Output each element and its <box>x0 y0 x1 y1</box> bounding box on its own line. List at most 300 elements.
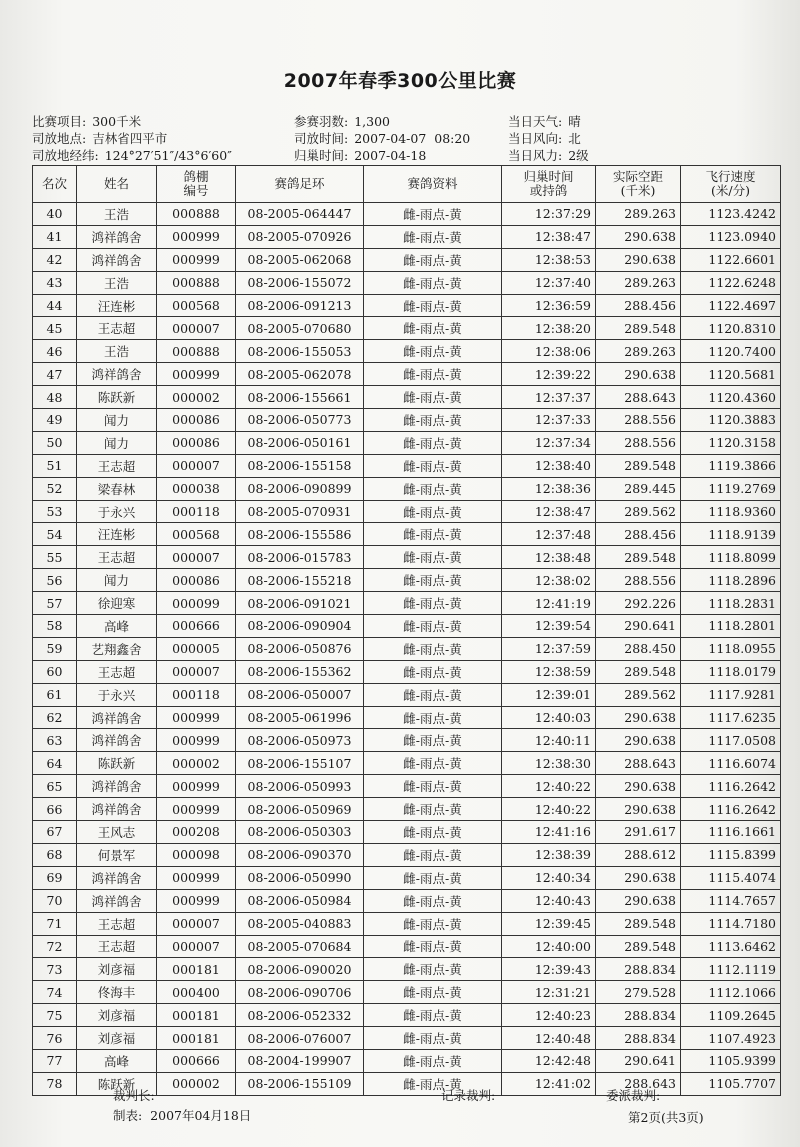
cell-ring: 08-2005-061996 <box>236 706 364 729</box>
table-row <box>33 798 781 821</box>
cell-rank: 56 <box>33 569 77 592</box>
cell-time: 12:38:53 <box>502 248 596 271</box>
cell-name: 汪连彬 <box>77 294 157 317</box>
cell-distance: 288.612 <box>596 843 681 866</box>
table-row <box>33 912 781 935</box>
cell-speed: 1117.9281 <box>681 683 781 706</box>
cell-name: 王志超 <box>77 912 157 935</box>
cell-name: 陈跃新 <box>77 386 157 409</box>
cell-info: 雌-雨点-黄 <box>364 271 502 294</box>
cell-time: 12:42:48 <box>502 1049 596 1072</box>
table-row <box>33 317 781 340</box>
cell-info: 雌-雨点-黄 <box>364 775 502 798</box>
cell-loft-no: 000002 <box>157 386 236 409</box>
cell-info: 雌-雨点-黄 <box>364 637 502 660</box>
cell-rank: 72 <box>33 935 77 958</box>
meta-label: 当日风力: <box>508 148 563 163</box>
cell-loft-no: 000181 <box>157 1027 236 1050</box>
cell-distance: 292.226 <box>596 592 681 615</box>
cell-time: 12:38:47 <box>502 225 596 248</box>
table-row <box>33 225 781 248</box>
cell-loft-no: 000086 <box>157 569 236 592</box>
cell-speed: 1116.6074 <box>681 752 781 775</box>
table-row <box>33 935 781 958</box>
cell-distance: 288.450 <box>596 637 681 660</box>
cell-ring: 08-2006-090706 <box>236 981 364 1004</box>
cell-speed: 1116.1661 <box>681 821 781 844</box>
cell-loft-no: 000666 <box>157 1049 236 1072</box>
footer-judge-head: 裁判长: <box>113 1088 155 1103</box>
cell-rank: 63 <box>33 729 77 752</box>
cell-info: 雌-雨点-黄 <box>364 660 502 683</box>
cell-distance: 290.638 <box>596 729 681 752</box>
cell-loft-no: 000181 <box>157 1004 236 1027</box>
table-row <box>33 569 781 592</box>
cell-distance: 290.638 <box>596 775 681 798</box>
cell-speed: 1118.2896 <box>681 569 781 592</box>
cell-time: 12:37:37 <box>502 386 596 409</box>
cell-loft-no: 000568 <box>157 294 236 317</box>
meta-wind-force <box>508 146 589 164</box>
cell-ring: 08-2006-155072 <box>236 271 364 294</box>
cell-time: 12:40:11 <box>502 729 596 752</box>
meta-label: 归巢时间: <box>294 148 349 163</box>
cell-distance: 288.556 <box>596 569 681 592</box>
footer-made-date: 制表: 2007年04月18日 <box>113 1108 252 1123</box>
cell-rank: 77 <box>33 1049 77 1072</box>
cell-rank: 55 <box>33 546 77 569</box>
cell-distance: 289.548 <box>596 454 681 477</box>
cell-info: 雌-雨点-黄 <box>364 569 502 592</box>
meta-release <box>294 129 470 147</box>
cell-distance: 279.528 <box>596 981 681 1004</box>
cell-ring: 08-2005-070931 <box>236 500 364 523</box>
table-row <box>33 775 781 798</box>
cell-speed: 1120.8310 <box>681 317 781 340</box>
cell-distance: 290.638 <box>596 706 681 729</box>
cell-time: 12:37:40 <box>502 271 596 294</box>
cell-loft-no: 000099 <box>157 592 236 615</box>
cell-rank: 74 <box>33 981 77 1004</box>
table-row <box>33 958 781 981</box>
cell-speed: 1119.2769 <box>681 477 781 500</box>
cell-loft-no: 000999 <box>157 866 236 889</box>
cell-name: 王志超 <box>77 935 157 958</box>
header-rank: 名次 <box>33 166 77 203</box>
table-row <box>33 981 781 1004</box>
cell-distance: 289.445 <box>596 477 681 500</box>
cell-time: 12:39:43 <box>502 958 596 981</box>
cell-loft-no: 000098 <box>157 843 236 866</box>
cell-ring: 08-2005-062078 <box>236 363 364 386</box>
cell-info: 雌-雨点-黄 <box>364 683 502 706</box>
cell-info: 雌-雨点-黄 <box>364 752 502 775</box>
table-row <box>33 752 781 775</box>
cell-distance: 290.638 <box>596 363 681 386</box>
cell-info: 雌-雨点-黄 <box>364 592 502 615</box>
cell-ring: 08-2006-050973 <box>236 729 364 752</box>
header-info: 赛鸽资料 <box>364 166 502 203</box>
cell-distance: 290.638 <box>596 866 681 889</box>
cell-speed: 1120.7400 <box>681 340 781 363</box>
footer-recorder: 记录裁判: <box>441 1088 496 1103</box>
meta-value: 1,300 <box>354 114 391 129</box>
cell-time: 12:39:01 <box>502 683 596 706</box>
cell-name: 鸿祥鸽舍 <box>77 729 157 752</box>
cell-time: 12:31:21 <box>502 981 596 1004</box>
cell-ring: 08-2006-155158 <box>236 454 364 477</box>
meta-project <box>32 112 141 130</box>
cell-speed: 1118.0955 <box>681 637 781 660</box>
table-row <box>33 706 781 729</box>
cell-ring: 08-2006-076007 <box>236 1027 364 1050</box>
cell-ring: 08-2004-199907 <box>236 1049 364 1072</box>
table-row <box>33 592 781 615</box>
cell-info: 雌-雨点-黄 <box>364 615 502 638</box>
cell-name: 梁春林 <box>77 477 157 500</box>
cell-rank: 70 <box>33 889 77 912</box>
cell-time: 12:38:30 <box>502 752 596 775</box>
cell-info: 雌-雨点-黄 <box>364 203 502 226</box>
cell-ring: 08-2006-090904 <box>236 615 364 638</box>
table-row <box>33 500 781 523</box>
cell-ring: 08-2006-050303 <box>236 821 364 844</box>
cell-info: 雌-雨点-黄 <box>364 843 502 866</box>
cell-ring: 08-2006-155109 <box>236 1072 364 1095</box>
cell-info: 雌-雨点-黄 <box>364 248 502 271</box>
cell-speed: 1105.9399 <box>681 1049 781 1072</box>
cell-loft-no: 000999 <box>157 729 236 752</box>
cell-distance: 288.556 <box>596 431 681 454</box>
cell-distance: 289.548 <box>596 935 681 958</box>
meta-value: 2007-04-07 08:20 <box>354 131 471 146</box>
header-speed: 飞行速度 (米/分) <box>681 166 781 203</box>
cell-info: 雌-雨点-黄 <box>364 866 502 889</box>
cell-distance: 290.641 <box>596 1049 681 1072</box>
cell-ring: 08-2005-070926 <box>236 225 364 248</box>
cell-distance: 289.548 <box>596 912 681 935</box>
cell-rank: 58 <box>33 615 77 638</box>
meta-value: 300千米 <box>92 114 142 129</box>
cell-loft-no: 000002 <box>157 752 236 775</box>
cell-speed: 1120.3158 <box>681 431 781 454</box>
cell-time: 12:38:59 <box>502 660 596 683</box>
cell-ring: 08-2006-090370 <box>236 843 364 866</box>
cell-speed: 1118.9139 <box>681 523 781 546</box>
cell-name: 高峰 <box>77 615 157 638</box>
cell-info: 雌-雨点-黄 <box>364 317 502 340</box>
header-time: 归巢时间 或持鸽 <box>502 166 596 203</box>
cell-speed: 1116.2642 <box>681 775 781 798</box>
cell-time: 12:38:40 <box>502 454 596 477</box>
cell-time: 12:41:19 <box>502 592 596 615</box>
table-row <box>33 431 781 454</box>
cell-rank: 64 <box>33 752 77 775</box>
cell-info: 雌-雨点-黄 <box>364 454 502 477</box>
cell-time: 12:40:48 <box>502 1027 596 1050</box>
table-row <box>33 546 781 569</box>
cell-time: 12:37:59 <box>502 637 596 660</box>
cell-info: 雌-雨点-黄 <box>364 798 502 821</box>
cell-rank: 73 <box>33 958 77 981</box>
cell-name: 于永兴 <box>77 500 157 523</box>
cell-rank: 68 <box>33 843 77 866</box>
cell-info: 雌-雨点-黄 <box>364 958 502 981</box>
cell-name: 佟海丰 <box>77 981 157 1004</box>
cell-distance: 288.834 <box>596 1027 681 1050</box>
table-row <box>33 821 781 844</box>
cell-loft-no: 000038 <box>157 477 236 500</box>
cell-ring: 08-2006-155586 <box>236 523 364 546</box>
cell-name: 鸿祥鸽舍 <box>77 248 157 271</box>
cell-time: 12:40:43 <box>502 889 596 912</box>
cell-time: 12:38:48 <box>502 546 596 569</box>
cell-distance: 289.562 <box>596 683 681 706</box>
cell-info: 雌-雨点-黄 <box>364 546 502 569</box>
cell-info: 雌-雨点-黄 <box>364 706 502 729</box>
cell-info: 雌-雨点-黄 <box>364 935 502 958</box>
cell-name: 鸿祥鸽舍 <box>77 706 157 729</box>
cell-ring: 08-2006-050984 <box>236 889 364 912</box>
cell-rank: 62 <box>33 706 77 729</box>
cell-name: 艺翔鑫舍 <box>77 637 157 660</box>
meta-count <box>294 112 390 130</box>
cell-loft-no: 000002 <box>157 1072 236 1095</box>
cell-loft-no: 000999 <box>157 889 236 912</box>
cell-ring: 08-2006-091021 <box>236 592 364 615</box>
cell-info: 雌-雨点-黄 <box>364 729 502 752</box>
cell-speed: 1120.3883 <box>681 409 781 432</box>
cell-loft-no: 000007 <box>157 454 236 477</box>
cell-time: 12:41:16 <box>502 821 596 844</box>
cell-loft-no: 000118 <box>157 500 236 523</box>
cell-loft-no: 000999 <box>157 363 236 386</box>
table-row <box>33 615 781 638</box>
cell-distance: 290.638 <box>596 798 681 821</box>
cell-name: 刘彦福 <box>77 1027 157 1050</box>
cell-loft-no: 000999 <box>157 225 236 248</box>
cell-speed: 1118.2831 <box>681 592 781 615</box>
cell-rank: 51 <box>33 454 77 477</box>
cell-speed: 1118.9360 <box>681 500 781 523</box>
cell-info: 雌-雨点-黄 <box>364 889 502 912</box>
cell-loft-no: 000568 <box>157 523 236 546</box>
cell-info: 雌-雨点-黄 <box>364 1049 502 1072</box>
cell-name: 何景军 <box>77 843 157 866</box>
cell-info: 雌-雨点-黄 <box>364 1027 502 1050</box>
meta-weather <box>508 112 581 130</box>
cell-name: 高峰 <box>77 1049 157 1072</box>
cell-name: 鸿祥鸽舍 <box>77 775 157 798</box>
table-row <box>33 729 781 752</box>
cell-loft-no: 000888 <box>157 340 236 363</box>
footer-page-number: 第2页(共3页) <box>628 1110 704 1125</box>
cell-loft-no: 000007 <box>157 935 236 958</box>
table-row <box>33 889 781 912</box>
cell-rank: 45 <box>33 317 77 340</box>
cell-info: 雌-雨点-黄 <box>364 1004 502 1027</box>
cell-name: 鸿祥鸽舍 <box>77 866 157 889</box>
table-row <box>33 660 781 683</box>
cell-speed: 1123.4242 <box>681 203 781 226</box>
cell-info: 雌-雨点-黄 <box>364 340 502 363</box>
cell-rank: 43 <box>33 271 77 294</box>
cell-rank: 57 <box>33 592 77 615</box>
cell-info: 雌-雨点-黄 <box>364 912 502 935</box>
table-row <box>33 1049 781 1072</box>
cell-loft-no: 000181 <box>157 958 236 981</box>
table-row <box>33 1004 781 1027</box>
cell-distance: 288.643 <box>596 752 681 775</box>
cell-ring: 08-2006-155053 <box>236 340 364 363</box>
cell-distance: 290.638 <box>596 248 681 271</box>
cell-time: 12:40:03 <box>502 706 596 729</box>
table-row <box>33 409 781 432</box>
cell-speed: 1120.5681 <box>681 363 781 386</box>
cell-speed: 1107.4923 <box>681 1027 781 1050</box>
cell-time: 12:40:22 <box>502 798 596 821</box>
meta-value: 124°27′51″/43°6′60″ <box>104 148 232 163</box>
cell-rank: 46 <box>33 340 77 363</box>
table-row <box>33 386 781 409</box>
meta-label: 当日风向: <box>508 131 563 146</box>
cell-info: 雌-雨点-黄 <box>364 500 502 523</box>
cell-loft-no: 000888 <box>157 271 236 294</box>
cell-name: 汪连彬 <box>77 523 157 546</box>
table-row <box>33 1027 781 1050</box>
cell-distance: 288.456 <box>596 523 681 546</box>
cell-speed: 1119.3866 <box>681 454 781 477</box>
cell-distance: 288.643 <box>596 386 681 409</box>
meta-wind-dir <box>508 129 581 147</box>
meta-value: 2级 <box>568 148 589 163</box>
footer-delegate: 委派裁判: <box>606 1088 661 1103</box>
cell-loft-no: 000086 <box>157 431 236 454</box>
cell-distance: 288.643 <box>596 1072 681 1095</box>
cell-name: 陈跃新 <box>77 1072 157 1095</box>
table-row <box>33 523 781 546</box>
cell-name: 闻力 <box>77 409 157 432</box>
cell-info: 雌-雨点-黄 <box>364 386 502 409</box>
cell-loft-no: 000007 <box>157 317 236 340</box>
cell-rank: 50 <box>33 431 77 454</box>
cell-name: 鸿祥鸽舍 <box>77 798 157 821</box>
cell-name: 鸿祥鸽舍 <box>77 225 157 248</box>
meta-value: 北 <box>568 131 581 146</box>
cell-loft-no: 000999 <box>157 248 236 271</box>
cell-name: 王风志 <box>77 821 157 844</box>
results-table <box>32 165 781 1096</box>
cell-time: 12:37:29 <box>502 203 596 226</box>
cell-time: 12:37:33 <box>502 409 596 432</box>
cell-rank: 48 <box>33 386 77 409</box>
cell-rank: 40 <box>33 203 77 226</box>
cell-name: 王志超 <box>77 546 157 569</box>
cell-time: 12:40:34 <box>502 866 596 889</box>
cell-time: 12:37:48 <box>502 523 596 546</box>
cell-info: 雌-雨点-黄 <box>364 821 502 844</box>
cell-ring: 08-2006-050161 <box>236 431 364 454</box>
cell-loft-no: 000118 <box>157 683 236 706</box>
cell-ring: 08-2006-050773 <box>236 409 364 432</box>
cell-rank: 41 <box>33 225 77 248</box>
cell-name: 王志超 <box>77 454 157 477</box>
cell-distance: 288.834 <box>596 958 681 981</box>
cell-name: 王志超 <box>77 317 157 340</box>
cell-loft-no: 000999 <box>157 775 236 798</box>
cell-speed: 1120.4360 <box>681 386 781 409</box>
cell-time: 12:40:23 <box>502 1004 596 1027</box>
cell-ring: 08-2005-070680 <box>236 317 364 340</box>
cell-info: 雌-雨点-黄 <box>364 523 502 546</box>
cell-name: 王浩 <box>77 271 157 294</box>
cell-name: 刘彦福 <box>77 1004 157 1027</box>
cell-distance: 289.263 <box>596 271 681 294</box>
cell-rank: 47 <box>33 363 77 386</box>
cell-time: 12:41:02 <box>502 1072 596 1095</box>
cell-time: 12:38:02 <box>502 569 596 592</box>
cell-ring: 08-2006-050007 <box>236 683 364 706</box>
cell-time: 12:38:39 <box>502 843 596 866</box>
cell-speed: 1118.0179 <box>681 660 781 683</box>
cell-time: 12:38:06 <box>502 340 596 363</box>
meta-label: 司放地经纬: <box>32 148 99 163</box>
meta-return <box>294 146 426 164</box>
cell-speed: 1109.2645 <box>681 1004 781 1027</box>
cell-rank: 42 <box>33 248 77 271</box>
cell-ring: 08-2006-155661 <box>236 386 364 409</box>
cell-name: 闻力 <box>77 431 157 454</box>
cell-rank: 44 <box>33 294 77 317</box>
cell-distance: 291.617 <box>596 821 681 844</box>
cell-rank: 60 <box>33 660 77 683</box>
meta-location <box>32 129 167 147</box>
meta-label: 司放时间: <box>294 131 349 146</box>
table-body <box>33 203 781 1096</box>
table-row <box>33 637 781 660</box>
cell-info: 雌-雨点-黄 <box>364 409 502 432</box>
cell-ring: 08-2006-090899 <box>236 477 364 500</box>
table-row <box>33 271 781 294</box>
cell-time: 12:39:22 <box>502 363 596 386</box>
cell-distance: 289.548 <box>596 660 681 683</box>
cell-name: 陈跃新 <box>77 752 157 775</box>
cell-rank: 53 <box>33 500 77 523</box>
cell-speed: 1113.6462 <box>681 935 781 958</box>
cell-name: 鸿祥鸽舍 <box>77 889 157 912</box>
cell-speed: 1115.8399 <box>681 843 781 866</box>
cell-ring: 08-2006-155362 <box>236 660 364 683</box>
cell-speed: 1118.8099 <box>681 546 781 569</box>
cell-info: 雌-雨点-黄 <box>364 1072 502 1095</box>
meta-label: 参赛羽数: <box>294 114 349 129</box>
cell-speed: 1114.7180 <box>681 912 781 935</box>
cell-loft-no: 000007 <box>157 546 236 569</box>
cell-distance: 288.456 <box>596 294 681 317</box>
cell-rank: 75 <box>33 1004 77 1027</box>
cell-name: 鸿祥鸽舍 <box>77 363 157 386</box>
cell-loft-no: 000888 <box>157 203 236 226</box>
meta-value: 晴 <box>568 114 581 129</box>
cell-ring: 08-2006-050990 <box>236 866 364 889</box>
meta-value: 吉林省四平市 <box>92 131 168 146</box>
cell-speed: 1114.7657 <box>681 889 781 912</box>
cell-rank: 71 <box>33 912 77 935</box>
cell-speed: 1117.0508 <box>681 729 781 752</box>
cell-speed: 1122.4697 <box>681 294 781 317</box>
cell-speed: 1122.6248 <box>681 271 781 294</box>
cell-loft-no: 000007 <box>157 912 236 935</box>
